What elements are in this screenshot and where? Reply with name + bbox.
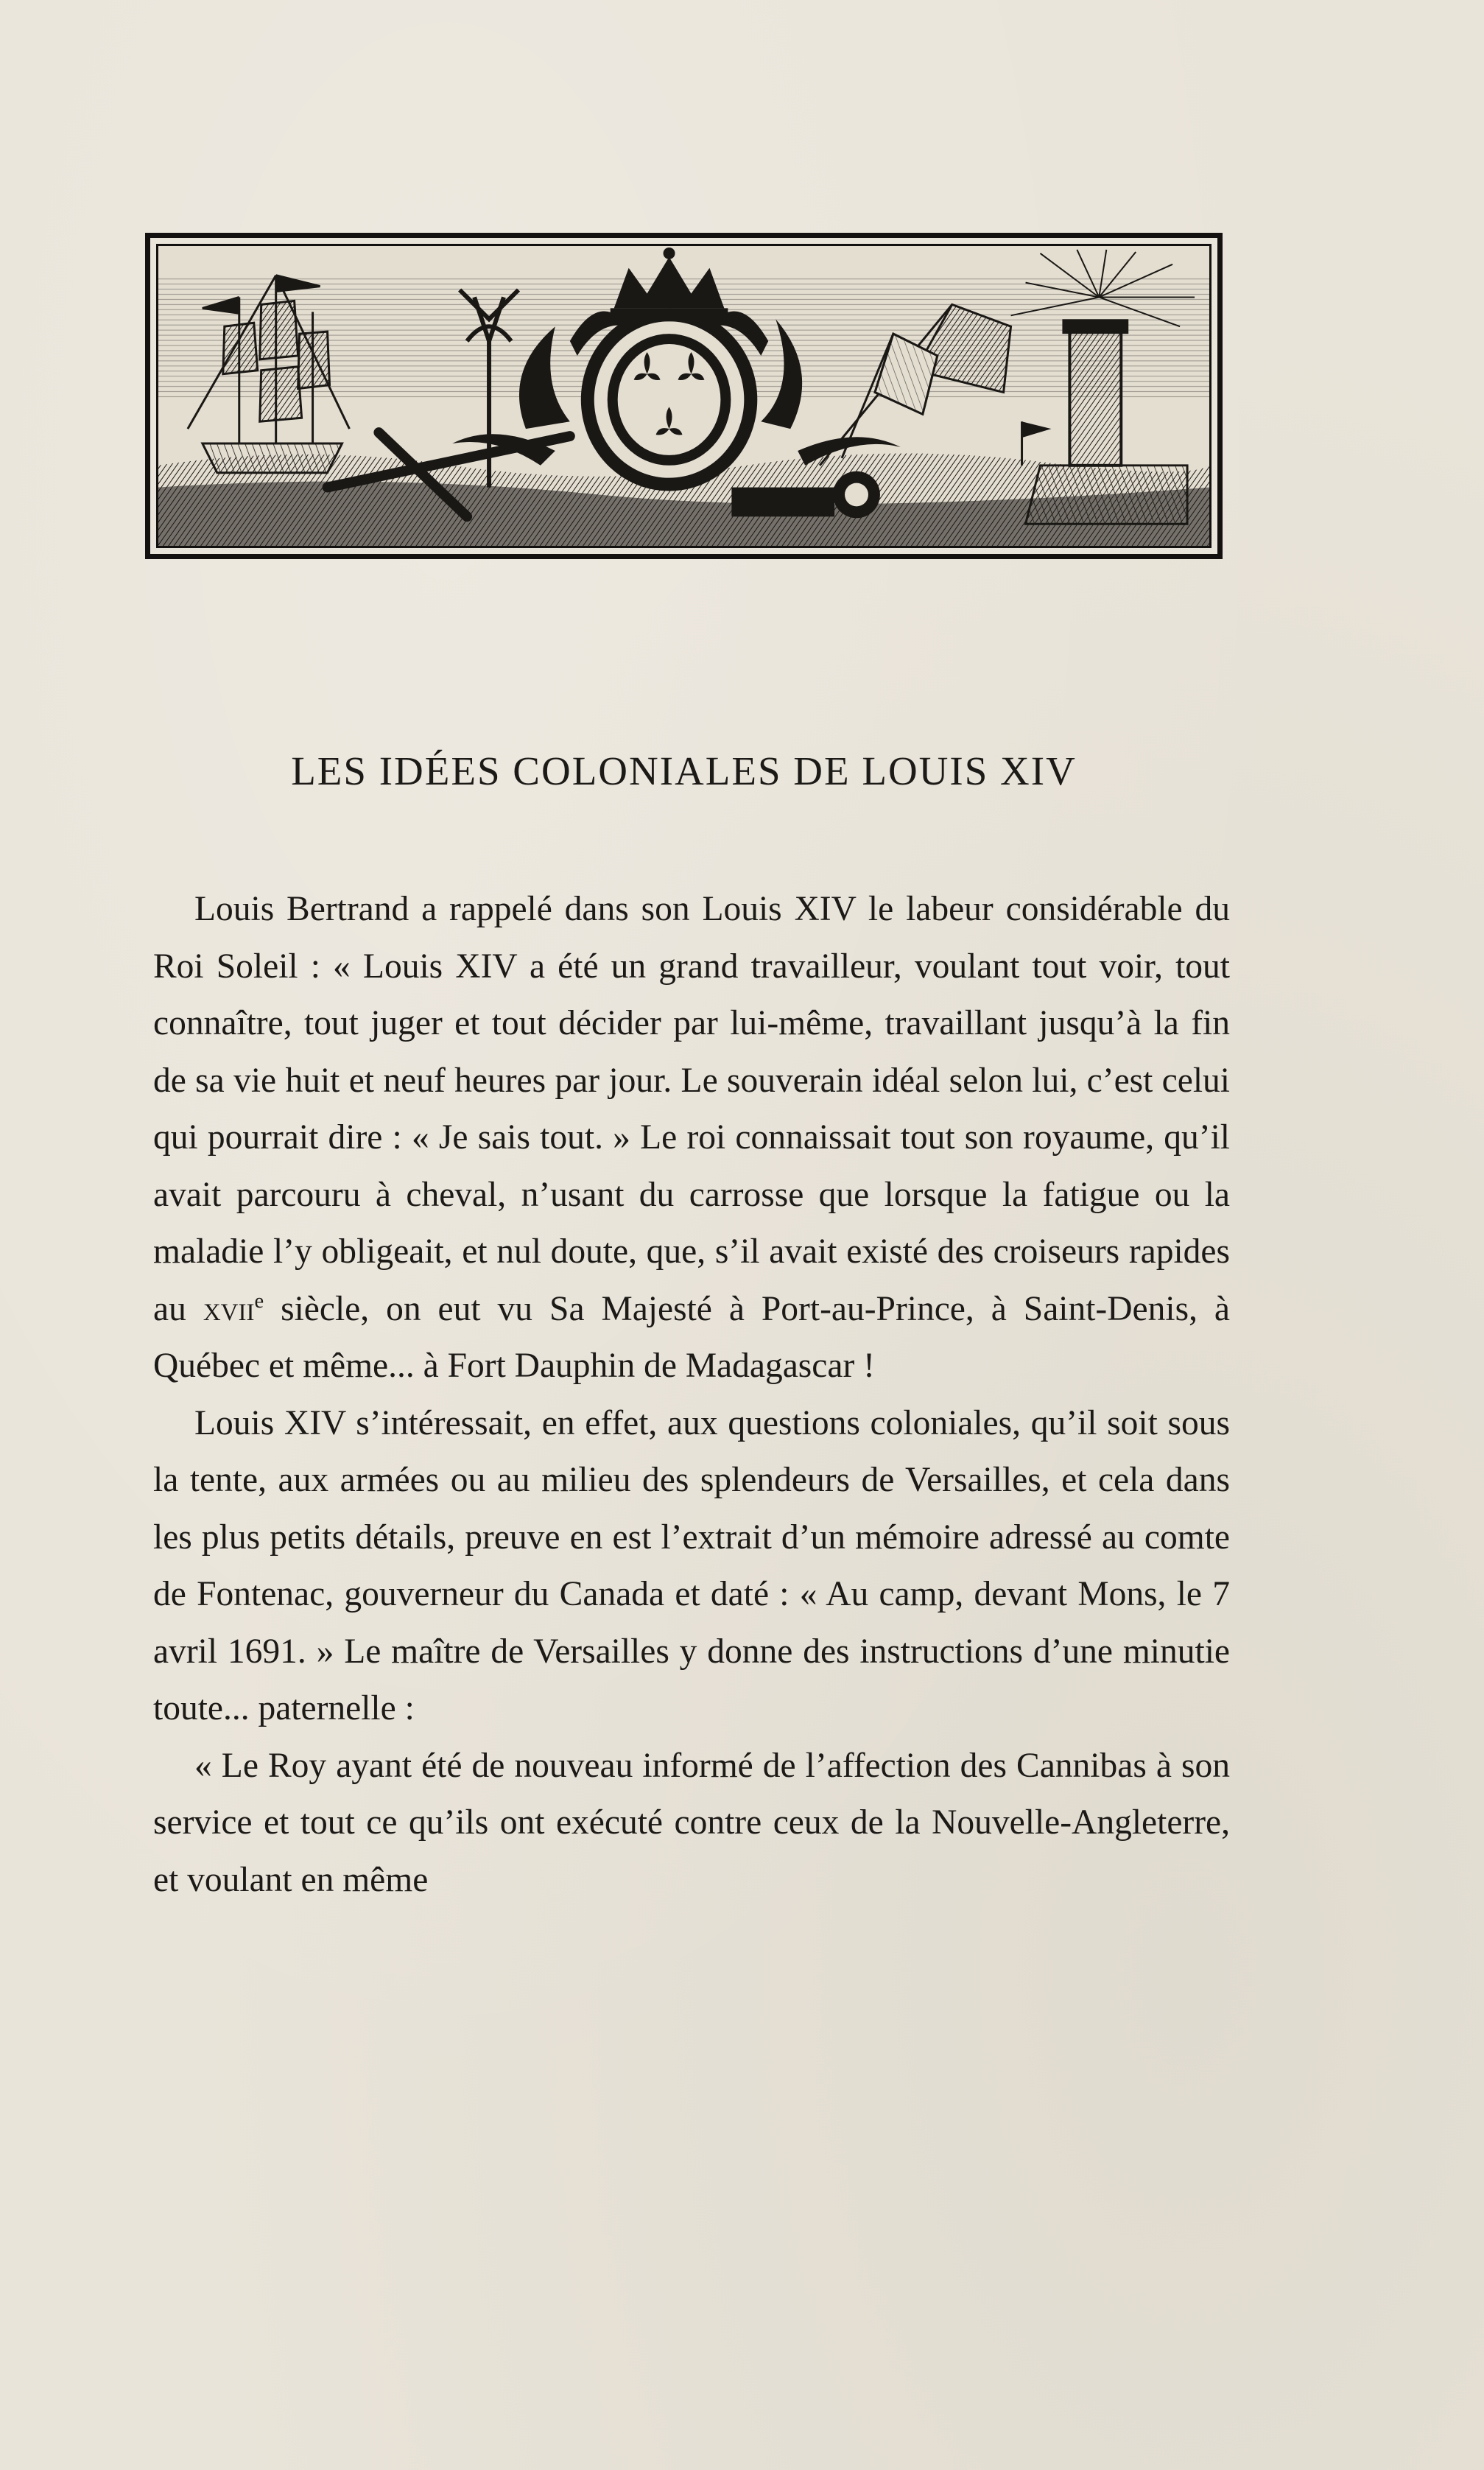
paragraph-3: « Le Roy ayant été de nouveau informé de l’affection des Cannibas à son service et tout ce qu’ils ont exécuté contre ceux de la Nouvelle-Angleterre, et voulant en même — [153, 1746, 1230, 1899]
royal-shield-drawing — [581, 308, 757, 491]
paragraph-2: Louis XIV s’intéressait, en effet, aux questions coloniales, qu’il soit sous la tente, aux armées ou au milieu des splendeurs de Versailles, et cela dans les plus petits détails, preuve en est l’extrait d’un mémoire adressé au comte de Fontenac, gouverneur du Canada et daté : « Au camp, devant Mons, le 7 avril 1691. » Le maître de Versailles y donne des instructions d’une minutie toute... paternelle : — [153, 1403, 1230, 1727]
paragraph-1-text-b: siècle, on eut vu Sa Majesté à Port-au-Prince, à Saint-Denis, à Québec et même... à Fort Dauphin de Madagascar ! — [153, 1289, 1230, 1385]
body-text — [153, 881, 1230, 1909]
headpiece-frame — [156, 244, 1212, 548]
century-numeral: xvii — [203, 1289, 255, 1328]
headpiece-engraving — [145, 233, 1223, 559]
paragraph-1-text-a: Louis Bertrand a rappelé dans son Louis XIV le labeur considérable du Roi Soleil : « Louis XIV a été un grand travailleur, voulant tout voir, tout connaître, tout juger et tout décider par lui-même, travaillant jusqu’à la fin de sa vie huit et neuf heures par jour. Le souverain idéal selon lui, c’est celui qui pourrait dire : « Je sais tout. » Le roi connaissait tout son royaume, qu’il avait parcouru à cheval, n’usant du carrosse que lorsque la fatigue ou la maladie l’y obligeait, et nul doute, que, s’il avait existé des croiseurs rapides au — [153, 890, 1230, 1328]
century-superscript: e — [254, 1289, 264, 1313]
royal-trophy-illustration — [158, 246, 1209, 546]
paragraph-1 — [153, 881, 1230, 1395]
chapter-title: LES IDÉES COLONIALES DE LOUIS XIV — [291, 748, 1077, 793]
